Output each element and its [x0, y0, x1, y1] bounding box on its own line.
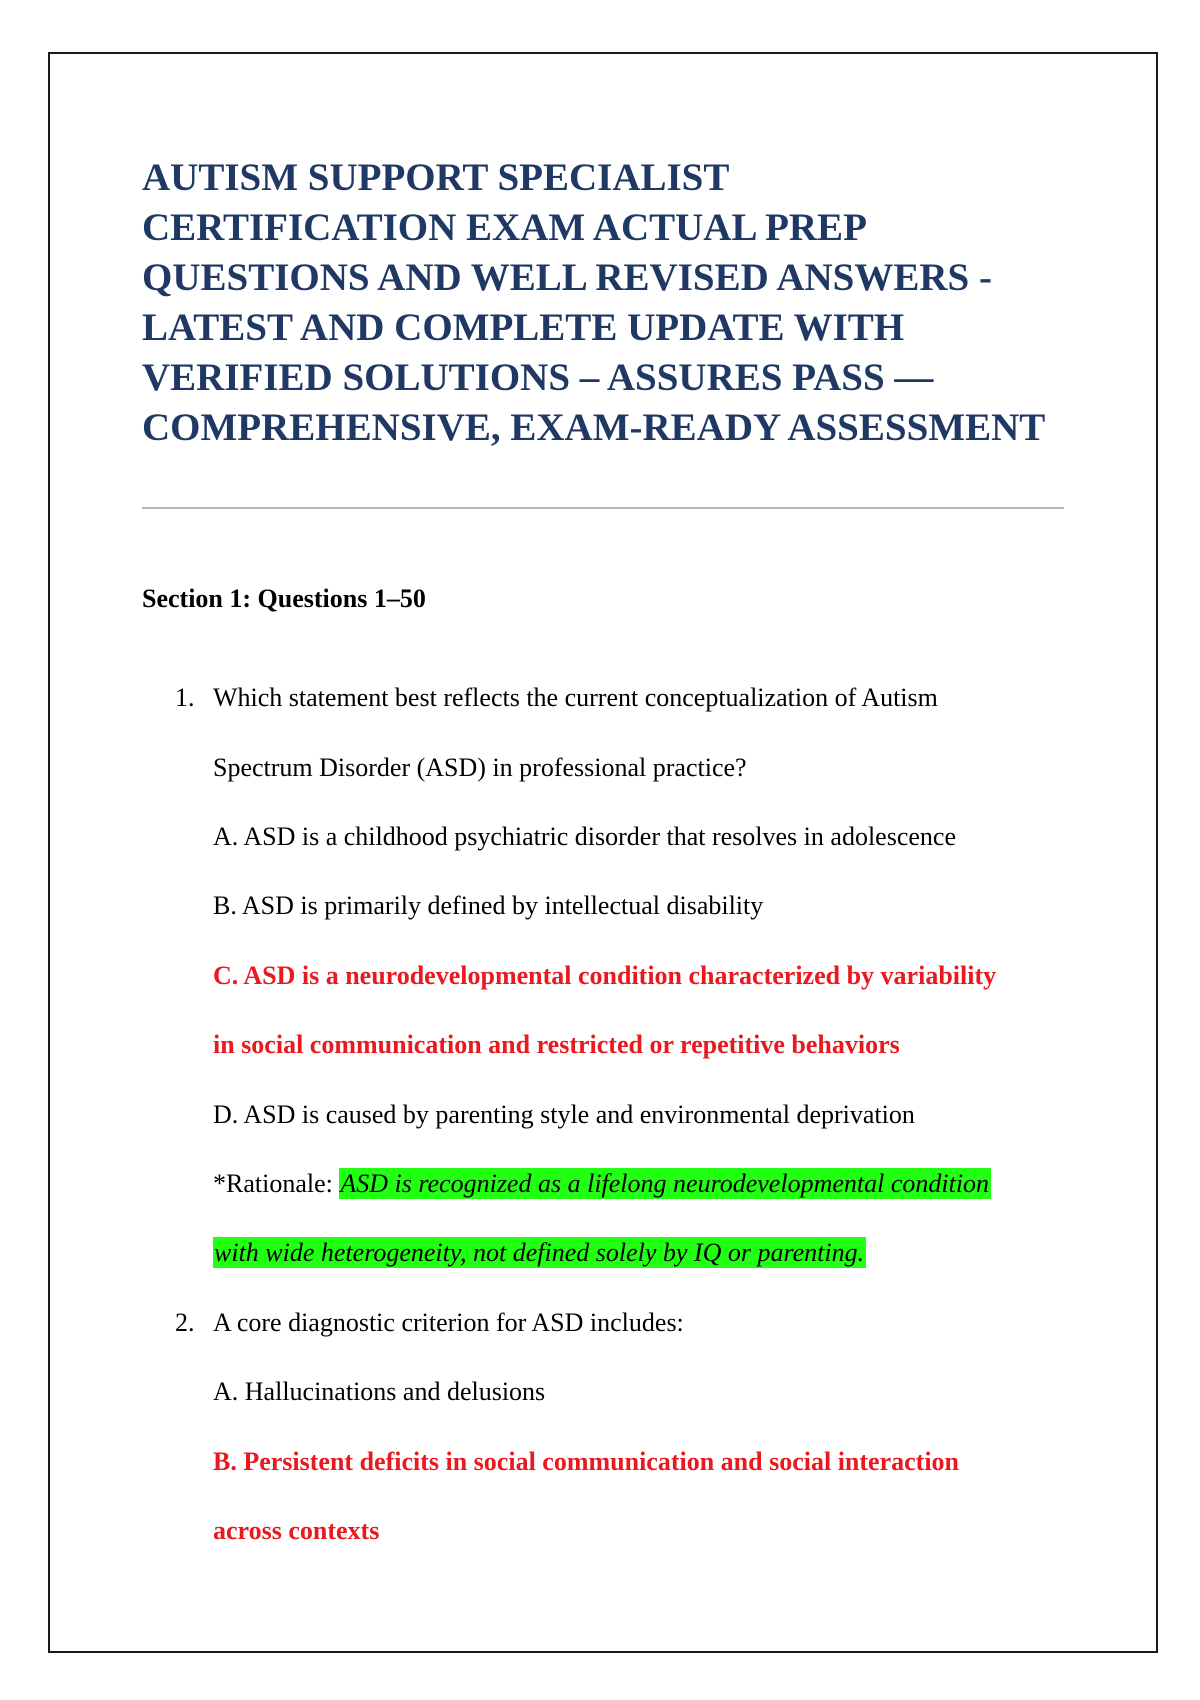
question-number: 1.: [175, 683, 195, 712]
option-a: A. ASD is a childhood psychiatric disorder that resolves in adolescence: [213, 822, 956, 851]
rationale-text: with wide heterogeneity, not defined solely by IQ or parenting.: [214, 1238, 865, 1267]
rationale-text: ASD is recognized as a lifelong neurodevelopmental condition: [340, 1169, 990, 1198]
title-line: CERTIFICATION EXAM ACTUAL PREP: [142, 206, 867, 249]
question-stem: Which statement best reflects the current conceptualization of Autism: [213, 683, 938, 712]
option-c-correct-answer: C. ASD is a neurodevelopmental condition characterized by variability: [213, 961, 997, 990]
title-line: QUESTIONS AND WELL REVISED ANSWERS -: [142, 256, 992, 299]
section-heading: Section 1: Questions 1–50: [142, 584, 426, 613]
rationale: [213, 1167, 991, 1201]
question-stem: Spectrum Disorder (ASD) in professional practice?: [213, 753, 747, 782]
rationale-continued: [213, 1236, 866, 1270]
title-line: COMPREHENSIVE, EXAM-READY ASSESSMENT: [142, 406, 1046, 449]
document-title: [142, 153, 1082, 453]
title-line: VERIFIED SOLUTIONS – ASSURES PASS —: [142, 356, 934, 399]
option-b: B. ASD is primarily defined by intellectual disability: [213, 891, 764, 920]
title-line: AUTISM SUPPORT SPECIALIST: [142, 156, 730, 199]
option-a: A. Hallucinations and delusions: [213, 1377, 546, 1406]
option-b-correct-answer: B. Persistent deficits in social communication and social interaction: [213, 1447, 960, 1476]
rationale-label: *Rationale:: [213, 1169, 340, 1198]
title-line: LATEST AND COMPLETE UPDATE WITH: [142, 306, 905, 349]
question-number: 2.: [175, 1308, 195, 1337]
option-d: D. ASD is caused by parenting style and environmental deprivation: [213, 1100, 915, 1129]
question-stem: A core diagnostic criterion for ASD includes:: [213, 1308, 684, 1337]
option-b-correct-answer: across contexts: [213, 1516, 380, 1545]
title-divider: [142, 507, 1064, 509]
option-c-correct-answer: in social communication and restricted or repetitive behaviors: [213, 1030, 900, 1059]
